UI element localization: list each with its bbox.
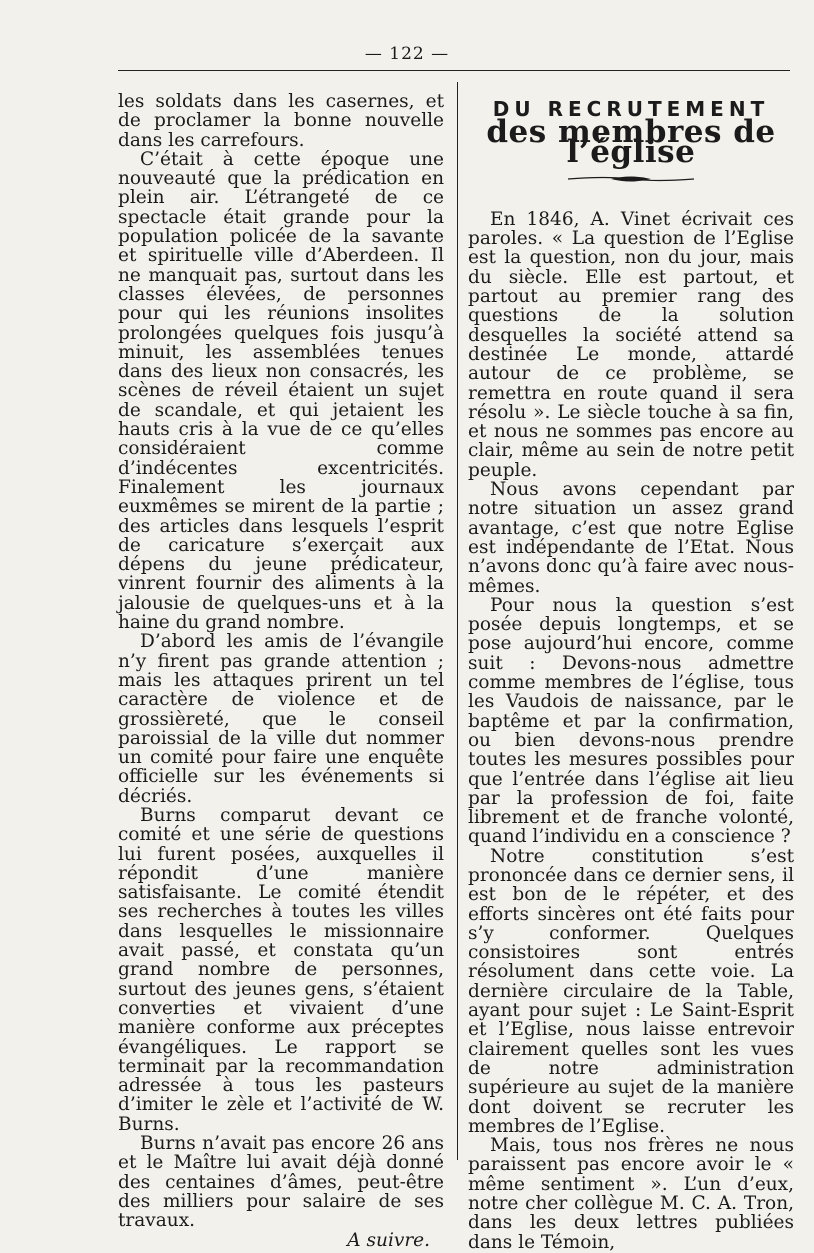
ornament-divider xyxy=(566,174,696,184)
paragraph: C’était à cette époque une nouveauté que la prédication en plein air. L’étrangeté de ce spectacle était grande pour la population policée de la savante et spirituelle ville d’Aberdeen. Il ne manquait pas, surtout dans les classes élevées, de personnes pour qui les réunions insolites prolongées quelques fois jusqu’à minuit, les assemblées tenues dans des lieux non consacrés, les scènes de réveil étaient un sujet de scandale, et qui jetaient les hauts cris à la vue de ce qu’elles considéraient comme d’indécentes excentricités. Finalement les journaux euxmêmes se mirent de la partie ; des articles dans lesquels l’esprit de caricature s’exerçait aux dépens du jeune prédicateur, vinrent fournir des aliments à la jalousie de quelques-uns et à la haine du grand nombre. xyxy=(118,148,444,634)
article-title: des membres de l’église xyxy=(486,114,776,170)
paragraph: Pour nous la question s’est posée depuis longtemps, et se pose aujourd’hui encore, comme suit : Devons-nous admettre comme membres de l’église, tous les Vaudois de naissance, par le baptême et par la confirmation, ou bien devons-nous prendre toutes les mesures possibles pour que l’entrée dans l’église ait lieu par la profession de foi, faite librement et de franche volonté, quand l’individu en a conscience ? xyxy=(468,594,794,848)
paragraph: Burns n’avait pas encore 26 ans et le Maître lui avait déjà donné des centaines d’âmes, peut-être des milliers pour salaire de ses travaux. xyxy=(118,1133,444,1232)
paragraph: D’abord les amis de l’évangile n’y firent pas grande attention ; mais les attaques prirent un tel caractère de violence et de grossièreté, que le conseil paroissial de la ville dut nommer un comité pour faire une enquête officielle sur les événements si décriés. xyxy=(118,631,444,807)
header-rule xyxy=(118,70,790,71)
to-be-continued: A suivre. xyxy=(347,1229,430,1251)
right-column xyxy=(468,97,794,1253)
paragraph: Burns comparut devant ce comité et une série de questions lui furent posées, auxquelles il répondit d’une manière satisfaisante. Le comité étendit ses recherches à toutes les villes dans lesquelles le missionnaire avait passé, et constata qu’un grand nombre de personnes, surtout des jeunes gens, s’étaient converties et vivaient d’une manière conforme aux préceptes évangéliques. Le rapport se terminait par la recommandation adressée à tous les pasteurs d’imiter le zèle et l’activité de W. Burns. xyxy=(118,804,444,1135)
paragraph: Notre constitution s’est prononcée dans ce dernier sens, il est bon de le répéter, et des efforts sincères ont été faits pour s’y conformer. Quelques consistoires sont entrés résolument dans cette voie. La dernière circulaire de la Table, ayant pour sujet : Le Saint-Esprit et l’Eglise, nous laisse entrevoir clairement quelles sont les vues de notre administration supérieure au sujet de la manière dont doivent se recruter les membres de l’Eglise. xyxy=(468,845,794,1137)
column-divider xyxy=(457,82,458,1160)
article-kicker: DU RECRUTEMENT xyxy=(492,97,770,121)
paragraph: Nous avons cependant par notre situation un assez grand avantage, c’est que notre Eglise est indépendante de l’Etat. Nous n’avons donc qu’à faire avec nous-mêmes. xyxy=(468,479,794,597)
left-column xyxy=(118,92,444,1250)
paragraph: En 1846, A. Vinet écrivait ces paroles. « La question de l’Eglise est la question, non du jour, mais du siècle. Elle est partout, et partout au premier rang des questions de la solution desquelles la société attend sa destinée Le monde, attardé autour de ce problème, se remettra en route quand il sera résolu ». Le siècle touche à sa fin, et nous ne sommes pas encore au clair, même au sein de notre petit peuple. xyxy=(468,208,794,481)
paragraph: les soldats dans les casernes, et de proclamer la bonne nouvelle dans les carrefours. xyxy=(118,91,444,151)
paragraph: Mais, tous nos frères ne nous paraissent pas encore avoir le « même sentiment ». L’un d’eux, notre cher collègue M. C. A. Tron, dans les deux lettres publiées dans le Témoin, xyxy=(468,1135,794,1253)
page-number: — 122 — xyxy=(364,44,450,64)
